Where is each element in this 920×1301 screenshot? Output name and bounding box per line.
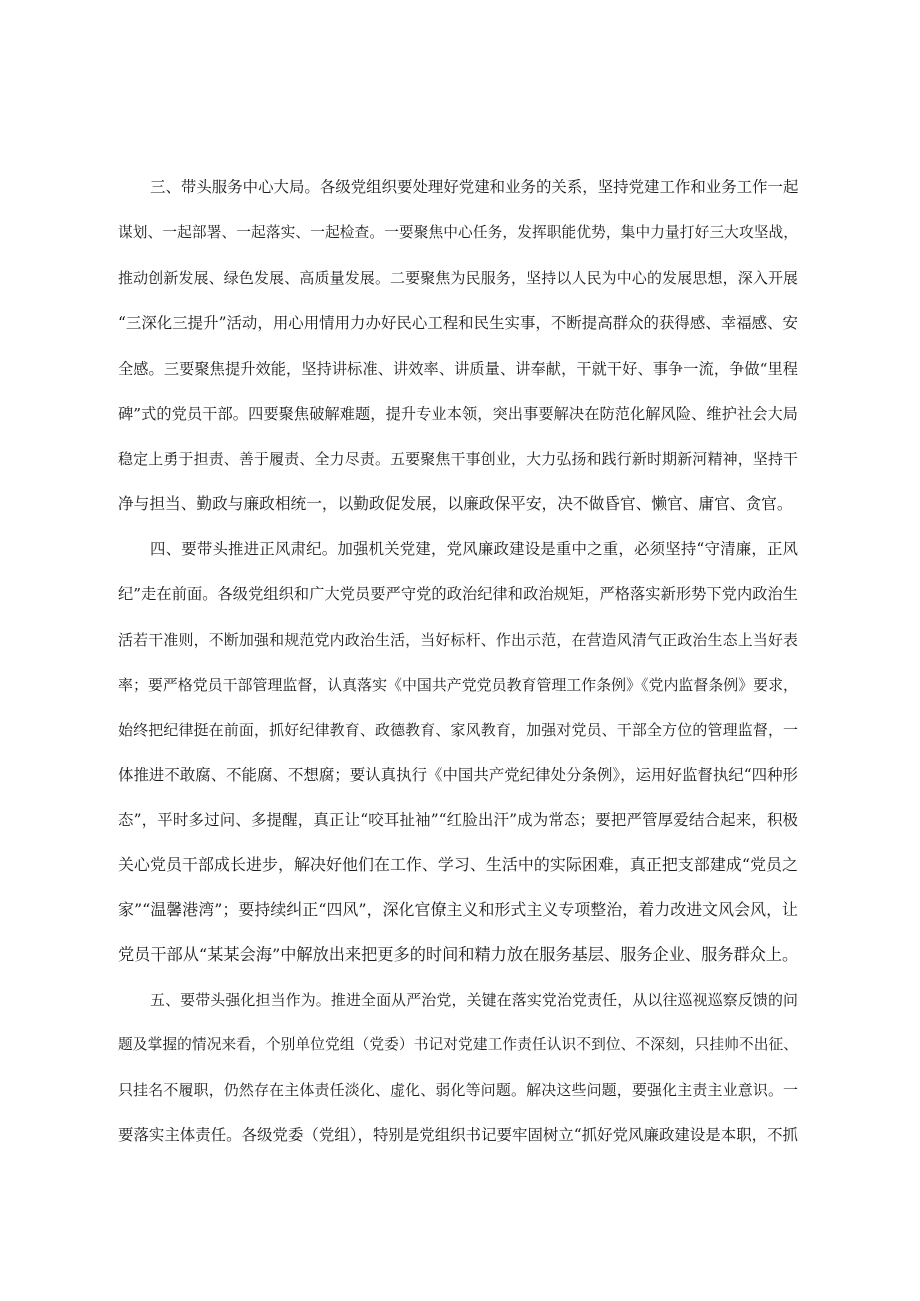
text-line: 题及掌握的情况来看，个别单位党组（党委）书记对党建工作责任认识不到位、不深刻，只挂帅不出征、 — [118, 1036, 798, 1053]
text-line: 关心党员干部成长进步，解决好他们在工作、学习、生活中的实际困难，真正把支部建成“党员之 — [118, 855, 798, 874]
text-line: 率；要严格党员干部管理监督，认真落实《中国共产党党员教育管理工作条例》《党内监督条例》要求， — [118, 676, 798, 694]
text-line: 要落实主体责任。各级党委（党组），特别是党组织书记要牢固树立“抓好党风廉政建设是本职，不抓 — [118, 1126, 798, 1144]
text-line: 碑”式的党员干部。四要聚焦破解难题，提升专业本领，突出事要解决在防范化解风险、维护社会大局 — [118, 405, 798, 423]
text-line: 只挂名不履职，仍然存在主体责任淡化、虚化、弱化等问题。解决这些问题，要强化主责主业意识。一 — [118, 1081, 798, 1099]
text-line: 推动创新发展、绿色发展、高质量发展。二要聚焦为民服务，坚持以人民为中心的发展思想，深入开展 — [118, 269, 798, 287]
text-line: 全感。三要聚焦提升效能，坚持讲标准、讲效率、讲质量、讲奉献，干就干好、事争一流，争做“里程 — [118, 360, 798, 378]
text-line: 净与担当、勤政与廉政相统一，以勤政促发展，以廉政保平安，决不做昏官、懒官、庸官、贪官。 — [118, 494, 793, 513]
text-line: 四、要带头推进正风肃纪。加强机关党建，党风廉政建设是重中之重，必须坚持“守清廉，正风 — [150, 540, 798, 558]
text-line: 三、带头服务中心大局。各级党组织要处理好党建和业务的关系，坚持党建工作和业务工作一起 — [150, 178, 799, 196]
text-line: 态”，平时多过问、多提醒，真正让“咬耳扯袖”“红脸出汗”成为常态；要把严管厚爱结合起来，积极 — [118, 811, 798, 829]
text-line: 党员干部从“某某会海”中解放出来把更多的时间和精力放在服务基层、服务企业、服务群众上。 — [118, 945, 799, 964]
text-line: 稳定上勇于担责、善于履责、全力尽责。五要聚焦干事创业，大力弘扬和践行新时期新河精神，坚持干 — [118, 450, 798, 468]
text-line: 活若干准则，不断加强和规范党内政治生活，当好标杆、作出示范，在营造风清气正政治生态上当好表 — [118, 631, 798, 649]
text-line: 谋划、一起部署、一起落实、一起检查。一要聚焦中心任务，发挥职能优势，集中力量打好三大攻坚战， — [118, 224, 798, 241]
text-line: “三深化三提升”活动，用心用情用力办好民心工程和民生实事，不断提高群众的获得感、幸福感、安 — [118, 314, 798, 332]
text-line: 始终把纪律挺在前面，抓好纪律教育、政德教育、家风教育，加强对党员、干部全方位的管理监督，一 — [118, 721, 798, 739]
text-line: 家”“温馨港湾”；要持续纠正“四风”，深化官僚主义和形式主义专项整治，着力改进文风会风，让 — [118, 900, 798, 919]
text-line: 体推进不敢腐、不能腐、不想腐；要认真执行《中国共产党纪律处分条例》，运用好监督执纪“四种形 — [118, 766, 798, 784]
text-line: 纪”走在前面。各级党组织和广大党员要严守党的政治纪律和政治规矩，严格落实新形势下党内政治生 — [118, 585, 798, 603]
text-line: 五、要带头强化担当作为。推进全面从严治党，关键在落实党治党责任，从以往巡视巡察反馈的问 — [150, 991, 798, 1009]
